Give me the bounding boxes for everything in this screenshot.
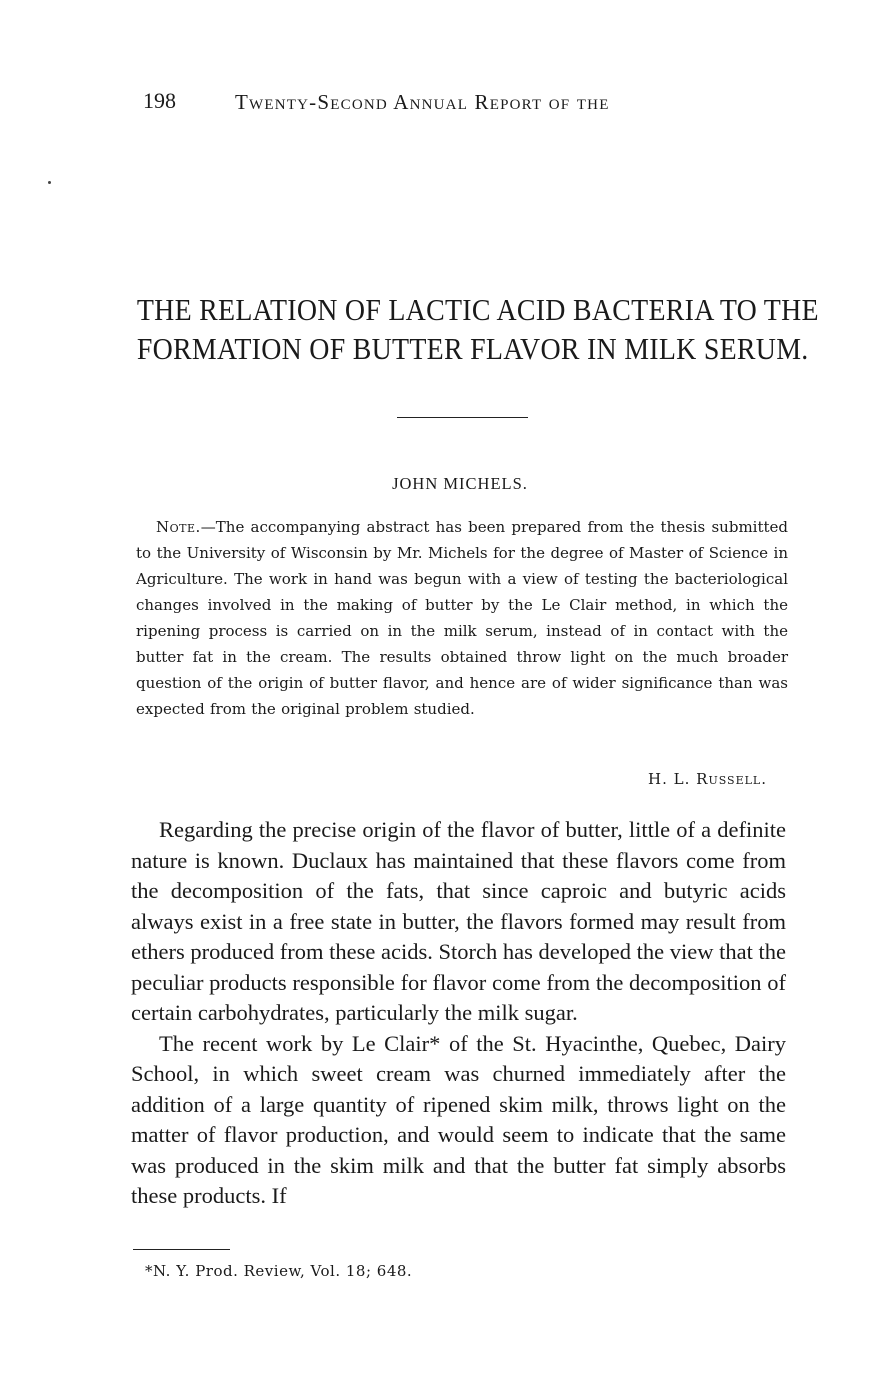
note-text: —The accompanying abstract has been prepared from the thesis submitted to the University of Wisconsin by Mr. Michels for the degree of Master of Science in Agriculture. The work in hand was begun with a view of testing the bacteriological changes involved in the making of butter by the Le Clair method, in which the ripening process is carried on in the milk serum, instead of in contact with the butter fat in the cream. The results obtained throw light on the much broader question of the origin of butter flavor, and hence are of wider significance than was expected from the original problem studied. bbox=[136, 518, 788, 718]
article-title-line-1: THE RELATION OF LACTIC ACID BACTERIA TO THE bbox=[136, 292, 819, 327]
page-speck bbox=[48, 181, 51, 184]
title-divider bbox=[397, 417, 528, 418]
footnote-divider bbox=[133, 1249, 230, 1250]
footnote: *N. Y. Prod. Review, Vol. 18; 648. bbox=[145, 1262, 413, 1280]
editor-note bbox=[136, 514, 788, 722]
running-head bbox=[143, 88, 763, 122]
body-paragraph-2: The recent work by Le Clair* of the St. Hyacinthe, Quebec, Dairy School, in which sweet cream was churned immediately after the addition of a large quantity of ripened skim milk, throws light on the matter of flavor production, and would seem to indicate that the same was produced in the skim milk and that the butter fat simply absorbs these products. If bbox=[131, 1030, 786, 1208]
note-label: Note. bbox=[156, 518, 201, 536]
page-number: 198 bbox=[143, 88, 176, 113]
body-paragraph-1: Regarding the precise origin of the flavor of butter, little of a definite nature is known. Duclaux has maintained that these flavors come from the decomposition of the fats, that since caproic and butyric acids always exist in a free state in butter, the flavors formed may result from ethers produced from these acids. Storch has developed the view that the peculiar products responsible for flavor come from the decomposition of certain carbohydrates, particularly the milk sugar. bbox=[131, 817, 786, 1025]
author-name: JOHN MICHELS. bbox=[392, 474, 528, 493]
article-title-line-2: FORMATION OF BUTTER FLAVOR IN MILK SERUM. bbox=[136, 331, 809, 366]
note-signature: H. L. Russell. bbox=[648, 770, 767, 788]
body-text bbox=[131, 815, 786, 1212]
article-title bbox=[136, 290, 819, 368]
running-title: Twenty-Second Annual Report of the bbox=[235, 90, 610, 114]
